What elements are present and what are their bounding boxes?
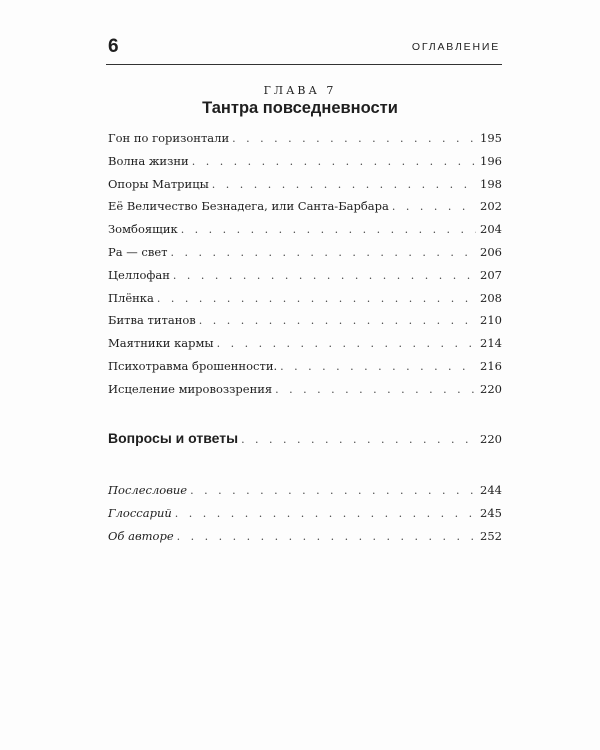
back-matter-list <box>108 483 502 551</box>
leader-dots <box>212 178 476 191</box>
toc-entry[interactable] <box>108 154 502 177</box>
leader-dots <box>157 292 476 305</box>
leader-dots <box>192 155 476 168</box>
leader-dots <box>241 433 476 446</box>
toc-entry-page: 195 <box>480 131 502 145</box>
leader-dots <box>275 383 476 396</box>
leader-dots <box>181 223 476 236</box>
toc-entry-page: 196 <box>480 153 502 168</box>
toc-entry-page: 204 <box>480 222 502 237</box>
toc-entry[interactable] <box>108 268 502 291</box>
toc-entry-page: 198 <box>480 176 502 191</box>
toc-entry-title: Битва титанов <box>108 313 196 328</box>
back-matter-page: 245 <box>480 505 502 520</box>
toc-entry-title: Плёнка <box>108 290 154 305</box>
toc-entry[interactable] <box>108 336 502 359</box>
toc-entry-page: 208 <box>480 290 502 305</box>
qa-page: 220 <box>480 432 502 446</box>
qa-entry[interactable] <box>108 430 502 453</box>
leader-dots <box>392 200 476 213</box>
toc-entry[interactable] <box>108 291 502 314</box>
leader-dots <box>217 337 476 350</box>
leader-dots <box>173 269 476 282</box>
toc-entry-page: 202 <box>480 199 502 214</box>
toc-entry-title: Опоры Матрицы <box>108 176 209 191</box>
leader-dots <box>175 507 476 520</box>
toc-entry-title: Зомбоящик <box>108 222 178 237</box>
toc-entry[interactable] <box>108 131 502 154</box>
toc-entry[interactable] <box>108 199 502 222</box>
qa-section <box>108 430 502 453</box>
back-matter-title: Об авторе <box>108 528 174 543</box>
toc-entry-title: Психотравма брошенности. <box>108 358 278 373</box>
toc-entry-page: 206 <box>480 244 502 259</box>
toc-entry-page: 214 <box>480 336 502 351</box>
toc-entry-page: 210 <box>480 313 502 328</box>
header-divider <box>106 64 502 65</box>
page-number: 6 <box>108 36 119 57</box>
leader-dots <box>232 132 476 145</box>
toc-entry[interactable] <box>108 359 502 382</box>
toc-entry[interactable] <box>108 382 502 405</box>
leader-dots <box>171 246 477 259</box>
back-matter-title: Послесловие <box>108 483 188 497</box>
leader-dots <box>280 360 476 373</box>
back-matter-entry[interactable] <box>108 529 502 552</box>
back-matter-title: Глоссарий <box>108 505 172 520</box>
toc-entry-title: Ра — свет <box>108 244 168 259</box>
qa-title: Вопросы и ответы <box>108 430 239 446</box>
chapter-toc-list <box>108 131 502 405</box>
back-matter-page: 244 <box>480 483 502 497</box>
toc-entry-title: Целлофан <box>108 267 170 282</box>
leader-dots <box>190 484 476 497</box>
back-matter-entry[interactable] <box>108 506 502 529</box>
toc-entry-title: Маятники кармы <box>108 336 214 351</box>
toc-entry-title: Гон по горизонтали <box>108 131 230 145</box>
toc-entry-page: 207 <box>480 267 502 282</box>
running-head: ОГЛАВЛЕНИЕ <box>411 41 500 53</box>
toc-entry[interactable] <box>108 313 502 336</box>
back-matter-entry[interactable] <box>108 483 502 506</box>
toc-entry-title: Волна жизни <box>108 153 189 168</box>
toc-entry-page: 216 <box>480 358 502 373</box>
toc-entry[interactable] <box>108 177 502 200</box>
chapter-title: Тантра повседневности <box>202 99 398 117</box>
leader-dots <box>199 314 476 327</box>
leader-dots <box>177 530 476 543</box>
chapter-label: ГЛАВА 7 <box>263 84 337 97</box>
toc-entry-title: Исцеление мировоззрения <box>108 381 273 396</box>
toc-entry-title: Её Величество Безнадега, или Санта-Барбара <box>108 199 389 214</box>
toc-entry[interactable] <box>108 245 502 268</box>
back-matter-page: 252 <box>480 528 502 543</box>
toc-entry[interactable] <box>108 222 502 245</box>
toc-entry-page: 220 <box>480 381 502 396</box>
